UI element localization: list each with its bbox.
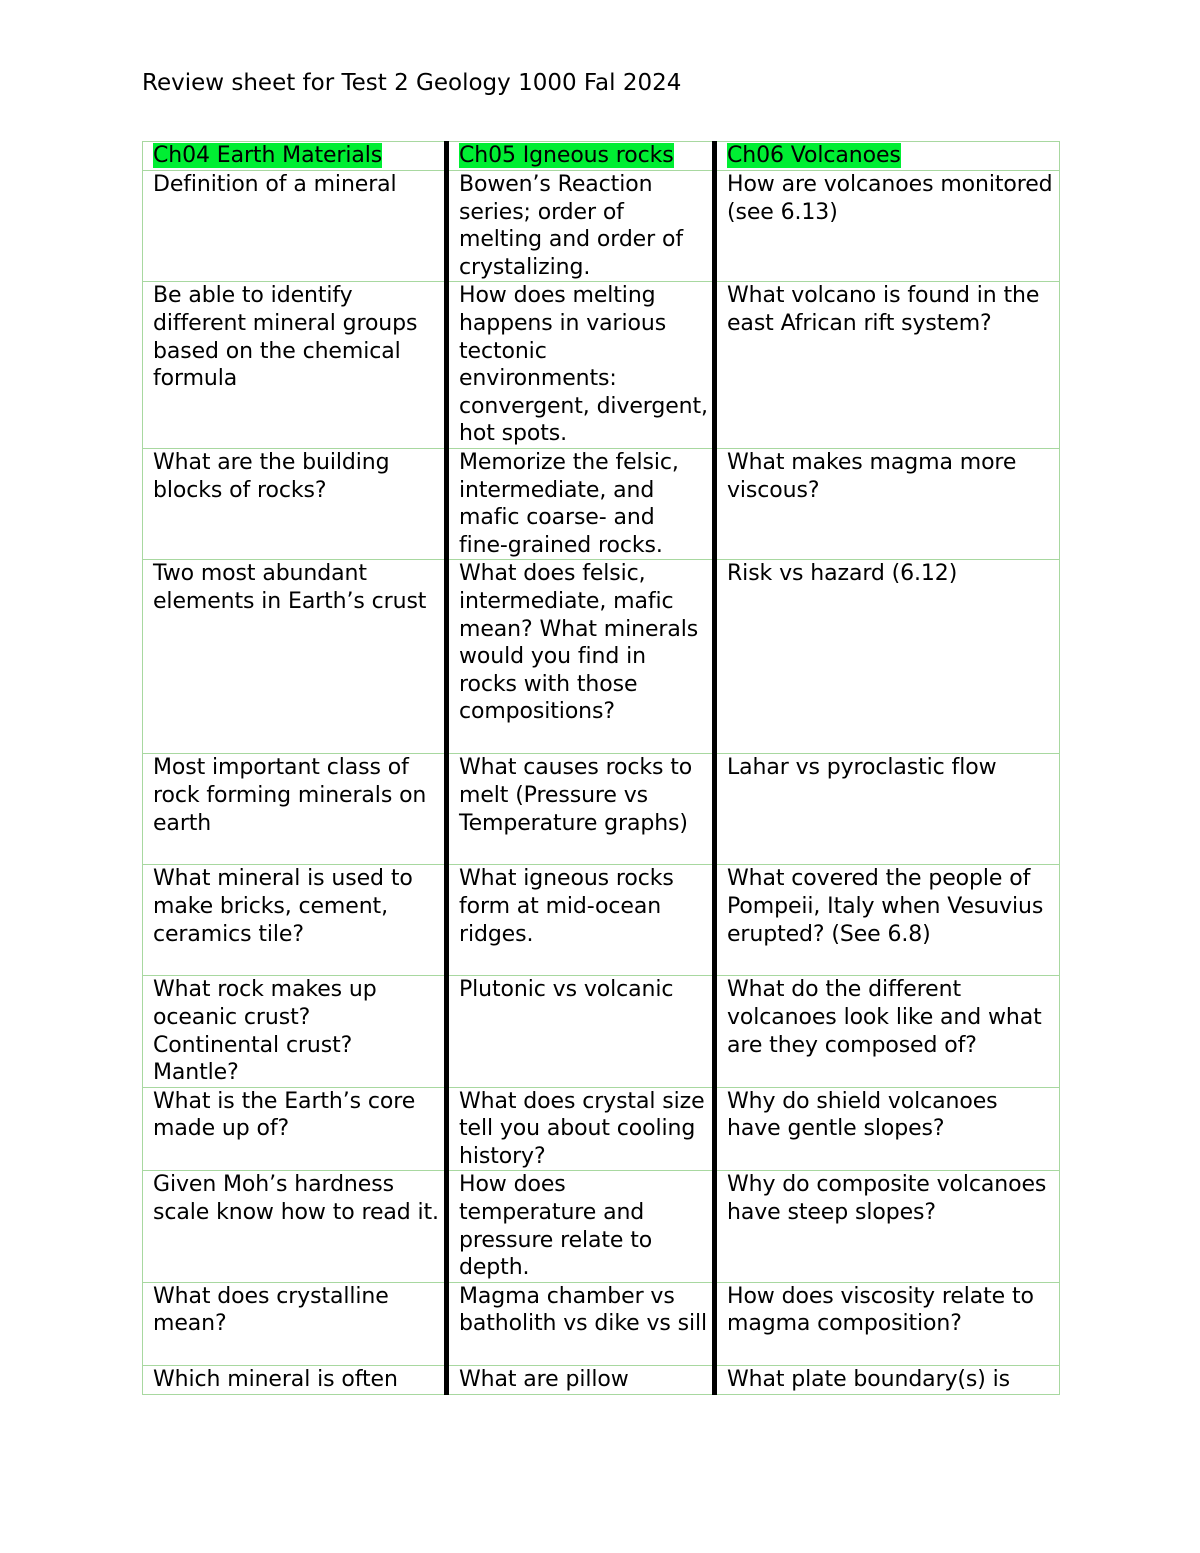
table-cell: What does crystalline mean? xyxy=(143,1282,447,1365)
table-row xyxy=(143,448,1060,559)
table-row xyxy=(143,1282,1060,1365)
table-cell: How does temperature and pressure relate to depth. xyxy=(447,1171,715,1282)
table-cell: Why do composite volcanoes have steep slopes? xyxy=(715,1171,1060,1282)
table-cell: Risk vs hazard (6.12) xyxy=(715,560,1060,754)
table-cell: Bowen’s Reaction series; order of melting and order of crystalizing. xyxy=(447,171,715,282)
table-cell: Given Moh’s hardness scale know how to read it. xyxy=(143,1171,447,1282)
table-row xyxy=(143,754,1060,865)
table-cell: Definition of a mineral xyxy=(143,171,447,282)
table-cell: Be able to identify different mineral groups based on the chemical formula xyxy=(143,282,447,449)
header-cell-ch04 xyxy=(143,142,447,171)
table-cell: Lahar vs pyroclastic flow xyxy=(715,754,1060,865)
table-cell: How does melting happens in various tectonic environments: convergent, divergent, hot spots. xyxy=(447,282,715,449)
header-ch06-label: Ch06 Volcanoes xyxy=(727,143,901,168)
table-cell: What mineral is used to make bricks, cement, ceramics tile? xyxy=(143,865,447,976)
review-table-body xyxy=(143,142,1060,1395)
table-cell: What are the building blocks of rocks? xyxy=(143,448,447,559)
header-cell-ch05 xyxy=(447,142,715,171)
table-row xyxy=(143,1171,1060,1282)
header-cell-ch06 xyxy=(715,142,1060,171)
table-cell: Memorize the felsic, intermediate, and mafic coarse- and fine-grained rocks. xyxy=(447,448,715,559)
table-cell: Plutonic vs volcanic xyxy=(447,976,715,1087)
table-cell: What do the different volcanoes look like and what are they composed of? xyxy=(715,976,1060,1087)
table-cell: What rock makes up oceanic crust? Continental crust? Mantle? xyxy=(143,976,447,1087)
table-row xyxy=(143,282,1060,449)
page-title: Review sheet for Test 2 Geology 1000 Fal 2024 xyxy=(142,70,682,96)
table-cell: What are pillow xyxy=(447,1365,715,1394)
table-cell: Two most abundant elements in Earth’s crust xyxy=(143,560,447,754)
table-cell: What volcano is found in the east African rift system? xyxy=(715,282,1060,449)
table-cell: What is the Earth’s core made up of? xyxy=(143,1087,447,1171)
header-ch05-label: Ch05 Igneous rocks xyxy=(459,143,674,168)
table-cell: What igneous rocks form at mid-ocean ridges. xyxy=(447,865,715,976)
table-cell: What does crystal size tell you about cooling history? xyxy=(447,1087,715,1171)
table-cell: What makes magma more viscous? xyxy=(715,448,1060,559)
table-cell: How are volcanoes monitored (see 6.13) xyxy=(715,171,1060,282)
table-row xyxy=(143,171,1060,282)
table-row xyxy=(143,1087,1060,1171)
table-row xyxy=(143,976,1060,1087)
table-row xyxy=(143,1365,1060,1394)
table-cell: What causes rocks to melt (Pressure vs Temperature graphs) xyxy=(447,754,715,865)
table-cell: Which mineral is often xyxy=(143,1365,447,1394)
table-cell: How does viscosity relate to magma composition? xyxy=(715,1282,1060,1365)
table-cell: Why do shield volcanoes have gentle slopes? xyxy=(715,1087,1060,1171)
table-row xyxy=(143,865,1060,976)
review-table xyxy=(142,141,1060,1395)
header-ch04-label: Ch04 Earth Materials xyxy=(153,143,383,168)
table-cell: What does felsic, intermediate, mafic mean? What minerals would you find in rocks with those compositions? xyxy=(447,560,715,754)
table-cell: What covered the people of Pompeii, Italy when Vesuvius erupted? (See 6.8) xyxy=(715,865,1060,976)
table-cell: Most important class of rock forming minerals on earth xyxy=(143,754,447,865)
table-cell: Magma chamber vs batholith vs dike vs sill xyxy=(447,1282,715,1365)
table-header-row xyxy=(143,142,1060,171)
table-cell: What plate boundary(s) is xyxy=(715,1365,1060,1394)
table-row xyxy=(143,560,1060,754)
